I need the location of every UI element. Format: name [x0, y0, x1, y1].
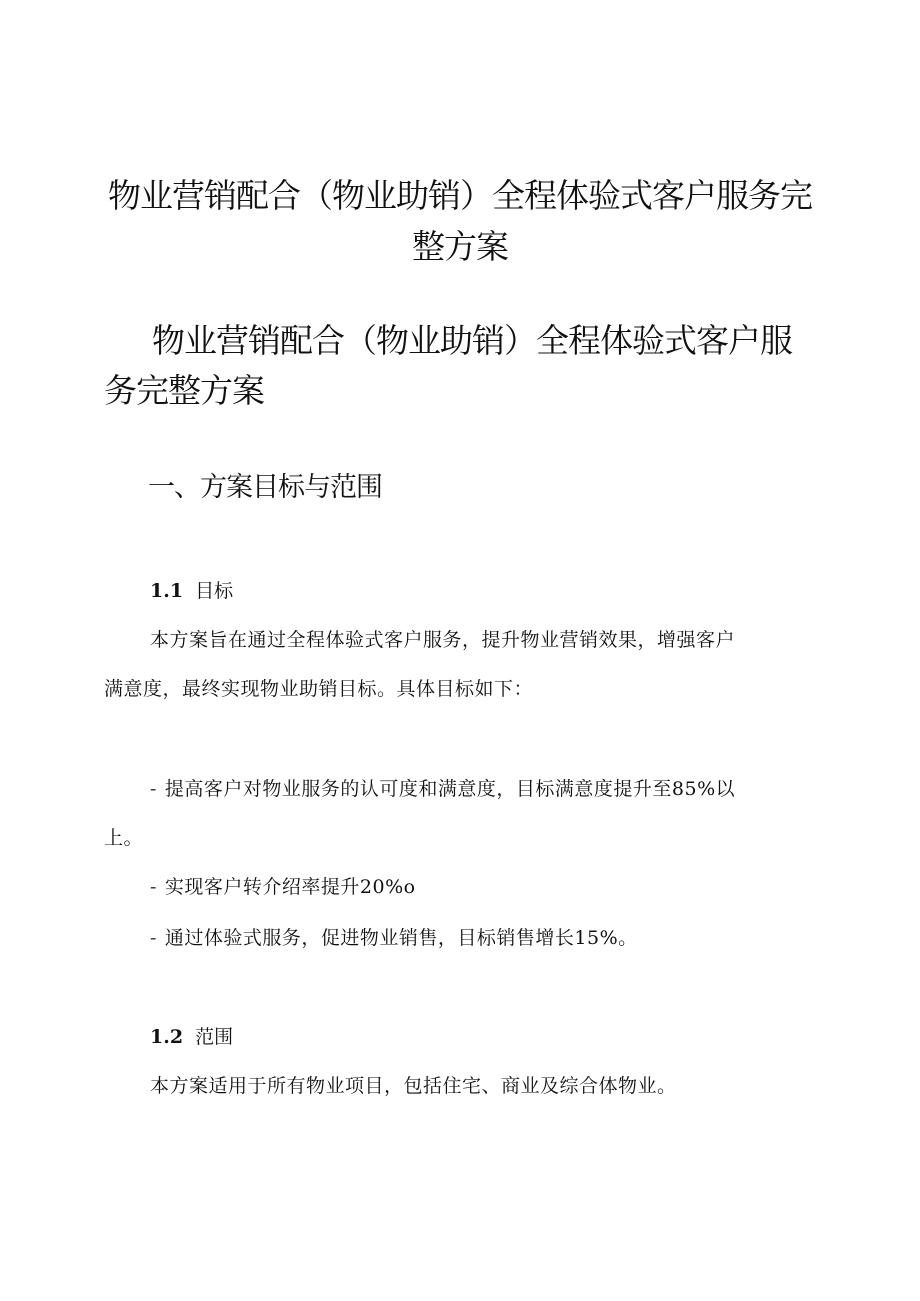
subsection-number: 1.2	[150, 1026, 184, 1048]
subsection-heading-goal	[150, 578, 233, 604]
bullet-marker: -	[150, 876, 157, 898]
list-item	[104, 863, 754, 912]
document-title: 物业营销配合（物业助销）全程体验式客户服务完整方案	[108, 176, 812, 266]
scope-paragraph: 本方案适用于所有物业项目，包括住宅、商业及综合体物业。	[150, 1075, 677, 1097]
section-heading: 一、方案目标与范围	[148, 472, 382, 503]
document-subtitle: 物业营销配合（物业助销）全程体验式客户服务完整方案	[104, 321, 792, 410]
goal-intro-paragraph: 本方案旨在通过全程体验式客户服务，提升物业营销效果，增强客户满意度，最终实现物业助销目标。具体目标如下：	[104, 629, 736, 700]
list-item	[104, 765, 754, 863]
list-item	[104, 914, 754, 963]
subsection-number: 1.1	[150, 580, 184, 602]
list-item-text: 实现客户转介绍率提升20%o	[164, 876, 416, 898]
subsection-label: 目标	[195, 580, 234, 602]
list-item-text: 通过体验式服务，促进物业销售，目标销售增长15%。	[164, 927, 638, 949]
subsection-label: 范围	[195, 1026, 234, 1048]
bullet-marker: -	[150, 778, 157, 800]
list-item-text: 提高客户对物业服务的认可度和满意度，目标满意度提升至85%以上。	[104, 778, 736, 849]
subsection-heading-scope	[150, 1024, 233, 1050]
bullet-marker: -	[150, 927, 157, 949]
